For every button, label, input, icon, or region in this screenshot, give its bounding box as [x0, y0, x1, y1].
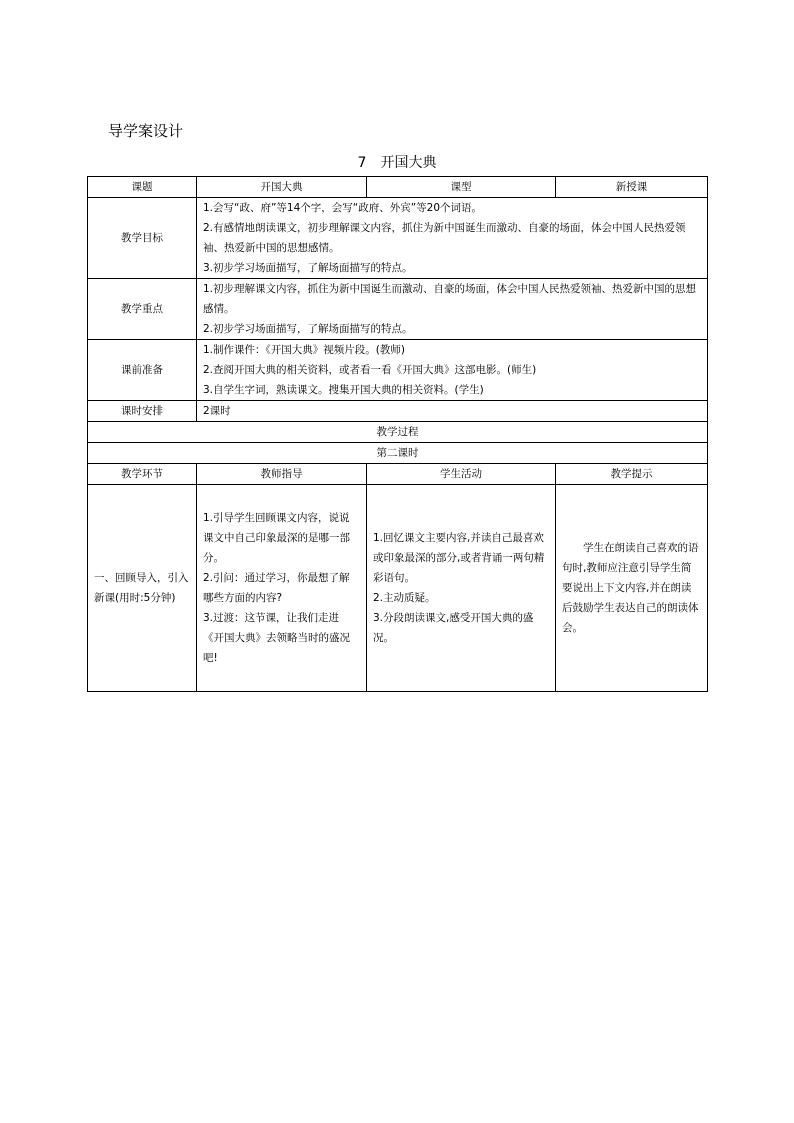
student-step: 1.回忆课文主要内容,并读自己最喜欢或印象最深的部分,或者背诵一两句精彩语句。: [373, 532, 545, 584]
goals-label: 教学目标: [88, 198, 197, 279]
type-label: 课型: [367, 177, 556, 198]
hours-row: [88, 401, 708, 422]
type-value: 新授课: [556, 177, 708, 198]
hours-label: 课时安排: [88, 401, 197, 422]
process-title-row: [88, 422, 708, 443]
lesson-plan-table: [87, 176, 708, 692]
student-step: 2.主动质疑。: [373, 592, 436, 604]
topic-label: 课题: [88, 177, 197, 198]
prep-item: 1.制作课件：《开国大典》视频片段。(教师): [203, 344, 405, 356]
session-row: [88, 443, 708, 464]
keypoint-item: 2.初步学习场面描写，了解场面描写的特点。: [203, 323, 413, 335]
prep-row: [88, 340, 708, 401]
prep-content: [197, 340, 708, 401]
student-step: 3.分段朗读课文,感受开国大典的盛况。: [373, 612, 534, 644]
keypoints-content: [197, 279, 708, 340]
topic-value: 开国大典: [197, 177, 367, 198]
teacher-cell: [197, 485, 367, 692]
goals-row: [88, 198, 708, 279]
keypoint-item: 1.初步理解课文内容，抓住为新中国诞生而激动、自豪的场面，体会中国人民热爱领袖、热爱新中国的思想感情。: [203, 283, 697, 315]
header-teacher: 教师指导: [197, 464, 367, 485]
teacher-step: 2.引问：通过学习，你最想了解哪些方面的内容?: [203, 572, 350, 604]
session-title: 第二课时: [88, 443, 708, 464]
lesson-number: 7: [357, 155, 367, 171]
goal-item: 2.有感情地朗读课文，初步理解课文内容，抓住为新中国诞生而激动、自豪的场面，体会中国人民热爱领袖、热爱新中国的思想感情。: [203, 222, 686, 254]
goal-item: 1.会写“政、府”等14个字，会写“政府、外宾”等20个词语。: [203, 202, 482, 214]
process-title: 教学过程: [88, 422, 708, 443]
goal-item: 3.初步学习场面描写，了解场面描写的特点。: [203, 262, 413, 274]
stage-cell: 一、回顾导入，引入新课(用时:5分钟): [88, 485, 197, 692]
document-heading: 导学案设计: [108, 122, 184, 140]
process-row: [88, 485, 708, 692]
topic-row: [88, 177, 708, 198]
keypoints-row: [88, 279, 708, 340]
lesson-name: 开国大典: [380, 155, 437, 171]
student-cell: [367, 485, 556, 692]
header-student: 学生活动: [367, 464, 556, 485]
process-header-row: [88, 464, 708, 485]
hours-value: 2课时: [197, 401, 708, 422]
tip-cell: 学生在朗读自己喜欢的语句时,教师应注意引导学生简要说出上下文内容,并在朗读后鼓励学生表达自己的朗读体会。: [556, 485, 708, 692]
lesson-title: [0, 152, 794, 172]
prep-item: 3.自学生字词，熟读课文。搜集开国大典的相关资料。(学生): [203, 384, 484, 396]
keypoints-label: 教学重点: [88, 279, 197, 340]
prep-label: 课前准备: [88, 340, 197, 401]
goals-content: [197, 198, 708, 279]
teacher-step: 1.引导学生回顾课文内容，说说课文中自己印象最深的是哪一部分。: [203, 512, 350, 564]
header-stage: 教学环节: [88, 464, 197, 485]
header-tip: 教学提示: [556, 464, 708, 485]
prep-item: 2.查阅开国大典的相关资料，或者看一看《开国大典》这部电影。(师生): [203, 364, 537, 376]
teacher-step: 3.过渡：这节课，让我们走进《开国大典》去领略当时的盛况吧!: [203, 612, 350, 664]
